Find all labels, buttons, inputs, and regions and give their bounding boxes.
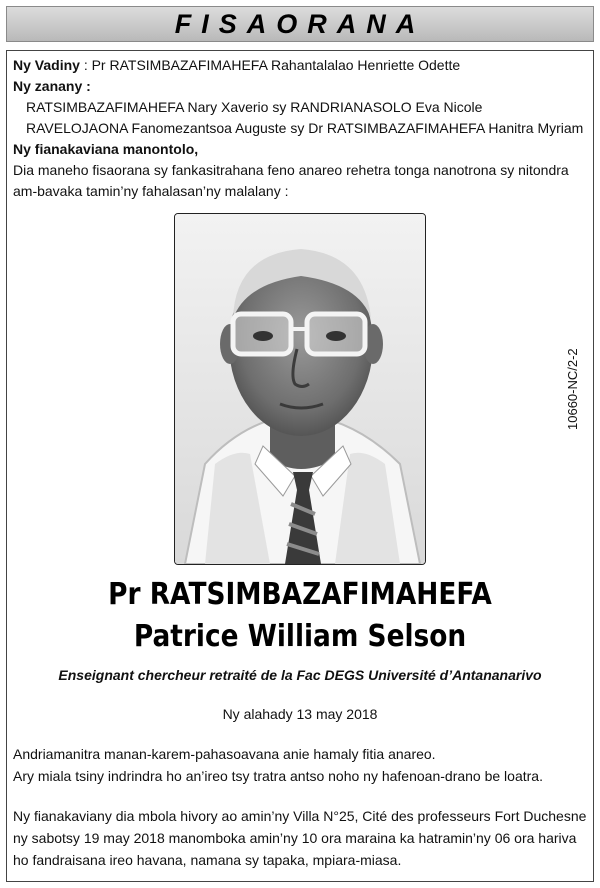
header-banner	[6, 6, 594, 42]
vadiny-value: : Pr RATSIMBAZAFIMAHEFA Rahantalalao Henriette Odette	[83, 57, 461, 73]
thanks-line-2: am-bavaka tamin’ny fahalasan’ny malalany :	[13, 183, 289, 199]
page-title: FISAORANA	[174, 8, 426, 39]
zanany-item-2: RAVELOJAONA Fanomezantsoa Auguste sy Dr RATSIMBAZAFIMAHEFA Hanitra Myriam	[26, 120, 584, 136]
funeral-line-1: Ny fianakaviany dia mbola hivory ao amin’ny Villa N°25, Cité des professeurs Fort Duchesne	[13, 808, 587, 824]
portrait-photo	[174, 213, 426, 565]
portrait-image	[175, 214, 425, 564]
zanany-label: Ny zanany :	[13, 78, 91, 94]
vadiny-line	[13, 57, 460, 74]
deceased-title: Enseignant chercheur retraité de la Fac DEGS Université d’Antananarivo	[58, 667, 542, 683]
thanks-line-1: Dia maneho fisaorana sy fankasitrahana feno anareo rehetra tonga nanotrona sy nitondra	[13, 162, 569, 178]
side-code: 10660-NC/2-2	[565, 348, 580, 430]
death-date: Ny alahady 13 may 2018	[222, 706, 378, 722]
deceased-name-line-2: Patrice William Selson	[133, 619, 467, 654]
blessing-line-2: Ary miala tsiny indrindra ho an’ireo tsy tratra antso noho ny hafenoan-drano be loatra.	[13, 768, 543, 784]
zanany-item-1: RATSIMBAZAFIMAHEFA Nary Xaverio sy RANDRIANASOLO Eva Nicole	[26, 99, 483, 115]
blessing-line-1: Andriamanitra manan-karem-pahasoavana anie hamaly fitia anareo.	[13, 746, 436, 762]
vadiny-label: Ny Vadiny	[13, 57, 80, 73]
fianakaviana-label: Ny fianakaviana manontolo,	[13, 141, 199, 157]
deceased-name-line-1: Pr RATSIMBAZAFIMAHEFA	[108, 577, 492, 612]
funeral-line-3: ho fandraisana ireo havana, namana sy tapaka, mpiara-miasa.	[13, 852, 402, 868]
funeral-line-2: ny sabotsy 19 may 2018 manomboka amin’ny 10 ora maraina ka hatramin’ny 06 ora hariva	[13, 830, 577, 846]
